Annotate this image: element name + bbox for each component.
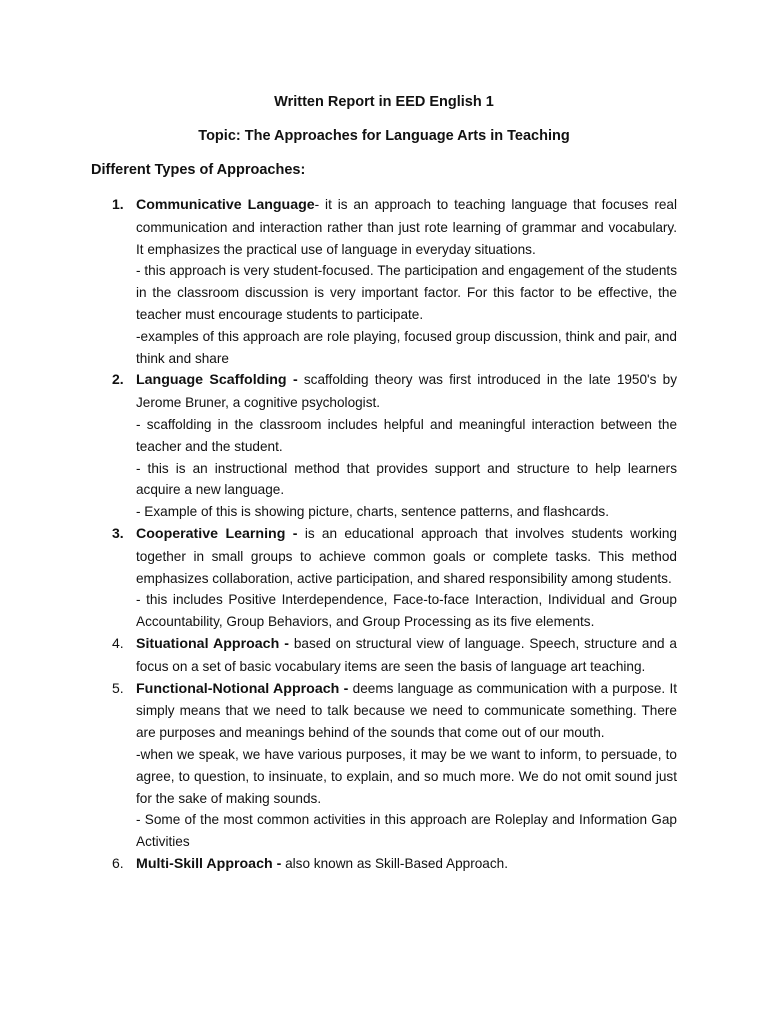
- approach-title: Multi-Skill Approach -: [136, 855, 282, 872]
- section-heading: Different Types of Approaches:: [91, 162, 306, 178]
- approach-intro: deems language as communication with a purpose. It simply means that we need to talk because we need to communicate something. There are purposes and meanings behind of the sounds that come out of our mouth.: [136, 680, 677, 741]
- approach-number: 4.: [112, 634, 124, 651]
- approach-item: [91, 523, 677, 633]
- document-title: Written Report in EED English 1: [274, 94, 494, 110]
- approach-title: Language Scaffolding -: [136, 372, 298, 389]
- approach-intro-paragraph: [136, 194, 677, 260]
- approach-number: 2.: [112, 371, 124, 388]
- approach-item: [91, 633, 677, 678]
- approach-number: 1.: [112, 196, 124, 212]
- approach-intro: scaffolding theory was first introduced in the late 1950's by Jerome Bruner, a cognitive psychologist.: [136, 372, 677, 411]
- approach-note: -when we speak, we have various purposes, it may be we want to inform, to persuade, to agree, to question, to insinuate, to explain, and so much more. We do not omit sound just for the sake of making sounds.: [136, 746, 677, 806]
- approach-title: Communicative Language: [136, 197, 315, 213]
- approach-note: -examples of this approach are role playing, focused group discussion, think and pair, and think and share: [136, 328, 677, 366]
- approach-note: - this approach is very student-focused. The participation and engagement of the students in the classroom discussion is very important factor. For this factor to be effective, the teacher must encourage students to participate.: [136, 263, 677, 322]
- approach-item: [91, 194, 677, 369]
- approach-intro-paragraph: [136, 633, 677, 678]
- approach-intro-paragraph: [136, 523, 677, 589]
- approach-note: - this is an instructional method that provides support and structure to help learners acquire a new language.: [136, 460, 677, 498]
- approach-intro-paragraph: [136, 369, 677, 414]
- approach-number: 6.: [112, 854, 124, 871]
- approach-item: [91, 369, 677, 523]
- approach-number: 3.: [112, 524, 124, 541]
- approach-note: - scaffolding in the classroom includes helpful and meaningful interaction between the teacher and the student.: [136, 416, 677, 454]
- approach-intro-paragraph: [136, 853, 677, 876]
- approach-title: Cooperative Learning -: [136, 525, 298, 542]
- approach-number: 5.: [112, 679, 124, 696]
- approach-intro-paragraph: [136, 678, 677, 744]
- approach-title: Functional-Notional Approach -: [136, 680, 349, 697]
- approach-intro: - it is an approach to teaching language that focuses real communication and interaction rather than just rote learning of grammar and vocabulary. It emphasizes the practical use of language in everyday situations.: [136, 197, 678, 257]
- document-topic: Topic: The Approaches for Language Arts in Teaching: [198, 128, 570, 144]
- approach-note: - Example of this is showing picture, charts, sentence patterns, and flashcards.: [136, 504, 609, 520]
- approach-item: [91, 678, 677, 853]
- approach-title: Situational Approach -: [136, 635, 289, 652]
- approach-item: [91, 853, 677, 876]
- approach-note: - Some of the most common activities in this approach are Roleplay and Information Gap Activities: [136, 812, 677, 850]
- approaches-list: [91, 194, 677, 876]
- approach-intro: is an educational approach that involves students working together in small groups to achieve common goals or complete tasks. This method emphasizes collaboration, active participation, and shared responsibility among students.: [136, 525, 677, 586]
- approach-intro: also known as Skill-Based Approach.: [281, 855, 508, 871]
- approach-intro: based on structural view of language. Speech, structure and a focus on a set of basic vocabulary items are seen the basis of language art teaching.: [136, 635, 677, 674]
- approach-note: - this includes Positive Interdependence, Face-to-face Interaction, Individual and Group Accountability, Group Behaviors, and Group Processing as its five elements.: [136, 592, 677, 630]
